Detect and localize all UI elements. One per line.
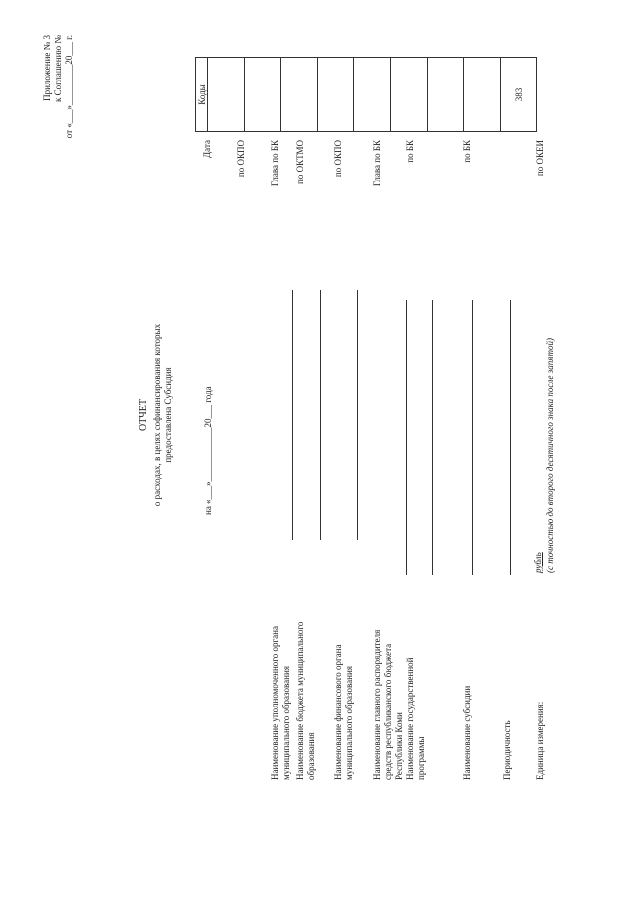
code-cell-glava-2[interactable] <box>390 58 427 132</box>
field-subsidy-label: Наименование субсидии <box>462 685 472 780</box>
field-chief-manager-line[interactable] <box>406 300 407 575</box>
report-date-line: на «___»____________20___ года <box>203 386 213 515</box>
field-state-program-line[interactable] <box>432 300 433 575</box>
appendix-date: от «___»_________20___ г. <box>64 35 74 139</box>
appendix-title: Приложение № 3 <box>42 35 52 101</box>
code-label-okpo-1: по ОКПО <box>236 140 246 178</box>
code-label-bk-1: по БК <box>405 140 415 163</box>
report-subtitle-1: о расходах, в целях софинансирования которых <box>152 323 162 507</box>
code-label-glava-2: Глава по БК <box>372 140 382 187</box>
code-cell-oktmo[interactable] <box>317 58 354 132</box>
field-finance-body-label: Наименование финансового органа муниципального образования <box>333 644 354 780</box>
unit-note: (с точностью до второго десятичного знака после запятой) <box>545 338 555 573</box>
field-authorized-body-line[interactable] <box>292 290 293 540</box>
report-subtitle-2: предоставлена Субсидия <box>163 367 173 463</box>
field-subsidy-line[interactable] <box>472 300 473 575</box>
field-municipal-budget-line[interactable] <box>320 290 321 540</box>
appendix-agreement: к Соглашению № <box>53 35 63 102</box>
field-periodicity-label: Периодичность <box>502 720 512 780</box>
field-state-program-label: Наименование государственной программы <box>405 657 426 780</box>
codes-header: Коды <box>196 58 208 132</box>
code-label-date: Дата <box>202 140 212 158</box>
code-cell-okpo-1[interactable] <box>244 58 281 132</box>
code-cell-date[interactable] <box>208 58 245 132</box>
report-title: ОТЧЕТ <box>138 398 149 432</box>
field-unit-label: Единица измерения: <box>535 701 545 780</box>
code-cell-okpo-2[interactable] <box>354 58 391 132</box>
code-label-glava-1: Глава по БК <box>270 140 280 187</box>
field-finance-body-line[interactable] <box>357 290 358 540</box>
code-cell-bk-2[interactable] <box>464 58 501 132</box>
field-periodicity-line[interactable] <box>510 300 511 575</box>
code-cell-bk-1[interactable] <box>427 58 464 132</box>
code-label-bk-2: по БК <box>462 140 472 163</box>
unit-value: рубль <box>533 552 543 573</box>
code-label-oktmo: по ОКТМО <box>295 140 305 184</box>
codes-table <box>195 57 537 132</box>
field-chief-manager-label: Наименование главного распорядителя средств республиканского бюджета Республики Коми <box>372 629 404 780</box>
field-authorized-body-label: Наименование уполномоченного органа муниципального образования <box>270 626 291 780</box>
code-cell-glava-1[interactable] <box>281 58 318 132</box>
field-municipal-budget-label: Наименование бюджета муниципального образования <box>295 621 316 780</box>
code-label-okpo-2: по ОКПО <box>333 140 343 178</box>
code-cell-okei[interactable]: 383 <box>500 58 537 132</box>
code-label-okei: по ОКЕИ <box>535 140 545 177</box>
